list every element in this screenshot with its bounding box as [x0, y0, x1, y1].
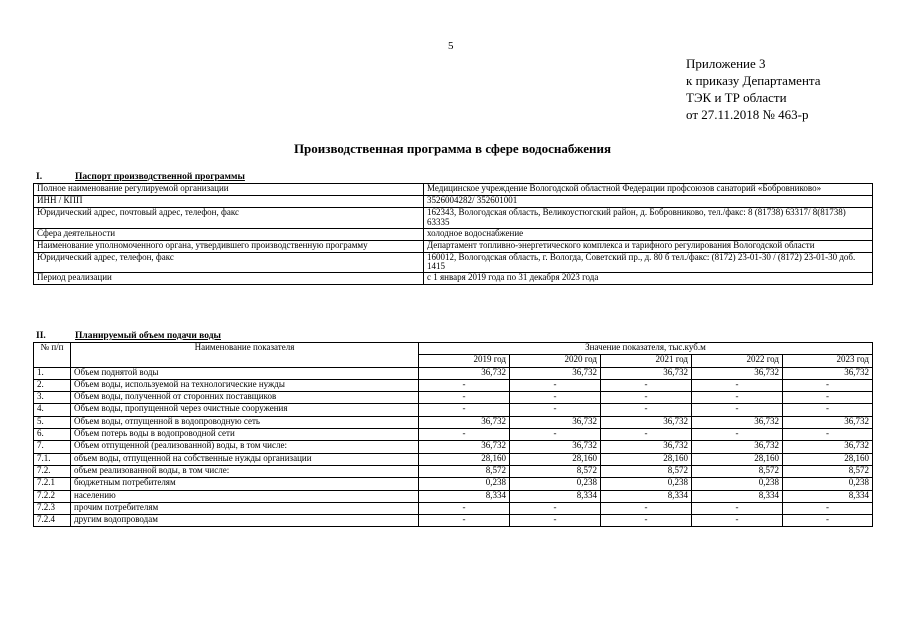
row-value: - — [601, 404, 692, 416]
page-number: 5 — [448, 40, 454, 52]
section-title: Планируемый объем подачи воды — [75, 331, 221, 341]
row-value: - — [783, 429, 873, 441]
row-value: - — [783, 502, 873, 514]
row-value: 28,160 — [692, 453, 783, 465]
row-name: бюджетным потребителям — [71, 478, 419, 490]
row-value: - — [510, 515, 601, 527]
row-number: 7.2. — [34, 465, 71, 477]
row-name: Объем потерь воды в водопроводной сети — [71, 429, 419, 441]
section-heading-passport — [33, 172, 245, 182]
row-name: Объем воды, полученной от сторонних поставщиков — [71, 392, 419, 404]
column-header-year: 2023 год — [783, 355, 873, 367]
row-value: - — [419, 379, 510, 391]
column-header-num: № п/п — [34, 343, 71, 368]
row-name: объем реализованной воды, в том числе: — [71, 465, 419, 477]
section-number: II. — [36, 331, 46, 341]
row-name: Объем отпущенной (реализованной) воды, в том числе: — [71, 441, 419, 453]
row-number: 7.2.4 — [34, 515, 71, 527]
appendix-block — [686, 55, 901, 123]
row-value: 8,334 — [692, 490, 783, 502]
table-row — [34, 441, 873, 453]
appendix-line: к приказу Департамента — [686, 73, 821, 88]
column-header-value: Значение показателя, тыс.куб.м — [419, 343, 873, 355]
row-value: - — [692, 392, 783, 404]
column-header-year: 2021 год — [601, 355, 692, 367]
row-value: 36,732 — [692, 367, 783, 379]
row-value: - — [692, 515, 783, 527]
row-name: населению — [71, 490, 419, 502]
appendix-line: от 27.11.2018 № 463-р — [686, 107, 809, 122]
appendix-line: ТЭК и ТР области — [686, 90, 787, 105]
row-value: - — [692, 404, 783, 416]
passport-row — [34, 208, 873, 229]
table-row — [34, 465, 873, 477]
passport-label: Период реализации — [34, 273, 424, 285]
passport-value: холодное водоснабжение — [424, 228, 873, 240]
row-value: - — [783, 515, 873, 527]
table-row — [34, 404, 873, 416]
row-name: Объем воды, отпущенной в водопроводную сеть — [71, 416, 419, 428]
row-value: - — [601, 429, 692, 441]
row-value: 8,334 — [783, 490, 873, 502]
passport-label: Наименование уполномоченного органа, утвердившего производственную программу — [34, 240, 424, 252]
row-value: 36,732 — [692, 441, 783, 453]
passport-table — [33, 183, 873, 285]
table-row — [34, 453, 873, 465]
appendix-line: Приложение 3 — [686, 56, 766, 71]
row-value: 8,334 — [601, 490, 692, 502]
row-value: - — [601, 502, 692, 514]
row-value: - — [419, 404, 510, 416]
row-value: 28,160 — [419, 453, 510, 465]
column-header-year: 2022 год — [692, 355, 783, 367]
row-number: 2. — [34, 379, 71, 391]
table-header-row — [34, 343, 873, 355]
row-value: - — [783, 404, 873, 416]
row-value: 36,732 — [419, 441, 510, 453]
table-row — [34, 429, 873, 441]
passport-value: 160012, Вологодская область, г. Вологда, Советский пр., д. 80 б тел./факс: (8172) 23-01-30 / (8172) 23-01-30 доб. 1415 — [424, 252, 873, 273]
row-value: 36,732 — [601, 367, 692, 379]
table-row — [34, 367, 873, 379]
passport-value: с 1 января 2019 года по 31 декабря 2023 года — [424, 273, 873, 285]
row-number: 3. — [34, 392, 71, 404]
row-value: 36,732 — [510, 441, 601, 453]
passport-value: Департамент топливно-энергетического комплекса и тарифного регулирования Вологодской области — [424, 240, 873, 252]
row-value: - — [601, 392, 692, 404]
row-name: Объем воды, используемой на технологические нужды — [71, 379, 419, 391]
row-value: 36,732 — [419, 367, 510, 379]
row-value: 36,732 — [783, 367, 873, 379]
document-title: Производственная программа в сфере водоснабжения — [293, 141, 612, 156]
table-row — [34, 416, 873, 428]
row-value: 8,334 — [419, 490, 510, 502]
row-value: 0,238 — [419, 478, 510, 490]
row-value: - — [692, 429, 783, 441]
passport-row — [34, 228, 873, 240]
row-value: 36,732 — [510, 416, 601, 428]
row-value: 8,334 — [510, 490, 601, 502]
row-value: - — [692, 502, 783, 514]
passport-value: 162343, Вологодская область, Великоустюгский район, д. Бобровниково, тел./факс: 8 (81738) 63317/ 8(81738) 63335 — [424, 208, 873, 229]
row-number: 4. — [34, 404, 71, 416]
passport-row — [34, 252, 873, 273]
water-volume-table — [33, 342, 873, 527]
row-number: 7. — [34, 441, 71, 453]
row-name: прочим потребителям — [71, 502, 419, 514]
passport-row — [34, 240, 873, 252]
section-number: I. — [36, 172, 43, 182]
column-header-name: Наименование показателя — [71, 343, 419, 368]
row-value: 28,160 — [601, 453, 692, 465]
row-value: 8,572 — [419, 465, 510, 477]
row-value: 8,572 — [783, 465, 873, 477]
row-value: - — [783, 392, 873, 404]
row-number: 6. — [34, 429, 71, 441]
passport-label: Юридический адрес, телефон, факс — [34, 252, 424, 273]
row-value: - — [601, 515, 692, 527]
row-value: - — [510, 429, 601, 441]
row-number: 7.1. — [34, 453, 71, 465]
section-heading-volume — [33, 331, 221, 341]
row-value: - — [419, 392, 510, 404]
table-row — [34, 502, 873, 514]
passport-row — [34, 273, 873, 285]
row-name: объем воды, отпущенной на собственные нужды организации — [71, 453, 419, 465]
passport-row — [34, 184, 873, 196]
row-number: 5. — [34, 416, 71, 428]
row-value: 8,572 — [692, 465, 783, 477]
passport-row — [34, 196, 873, 208]
passport-label: Юридический адрес, почтовый адрес, телефон, факс — [34, 208, 424, 229]
row-value: 0,238 — [783, 478, 873, 490]
row-value: 36,732 — [783, 441, 873, 453]
table-row — [34, 515, 873, 527]
row-value: 28,160 — [510, 453, 601, 465]
table-row — [34, 490, 873, 502]
row-value: 0,238 — [510, 478, 601, 490]
row-name: Объем воды, пропущенной через очистные сооружения — [71, 404, 419, 416]
row-name: Объем поднятой воды — [71, 367, 419, 379]
row-value: - — [692, 379, 783, 391]
row-name: другим водопроводам — [71, 515, 419, 527]
passport-label: Полное наименование регулируемой организации — [34, 184, 424, 196]
row-value: 0,238 — [692, 478, 783, 490]
row-value: - — [510, 379, 601, 391]
passport-value: Медицинское учреждение Вологодской областной Федерации профсоюзов санаторий «Бобровниково» — [424, 184, 873, 196]
row-value: 36,732 — [419, 416, 510, 428]
passport-label: ИНН / КПП — [34, 196, 424, 208]
table-row — [34, 379, 873, 391]
row-value: 36,732 — [601, 416, 692, 428]
row-value: 36,732 — [783, 416, 873, 428]
row-value: 36,732 — [601, 441, 692, 453]
row-value: 36,732 — [510, 367, 601, 379]
row-number: 1. — [34, 367, 71, 379]
row-value: - — [419, 502, 510, 514]
row-value: - — [783, 379, 873, 391]
table-row — [34, 392, 873, 404]
row-number: 7.2.2 — [34, 490, 71, 502]
row-value: 8,572 — [510, 465, 601, 477]
row-value: 8,572 — [601, 465, 692, 477]
column-header-year: 2019 год — [419, 355, 510, 367]
row-value: - — [510, 404, 601, 416]
column-header-year: 2020 год — [510, 355, 601, 367]
row-value: - — [419, 515, 510, 527]
row-value: - — [510, 392, 601, 404]
row-value: 28,160 — [783, 453, 873, 465]
row-value: 0,238 — [601, 478, 692, 490]
row-value: - — [419, 429, 510, 441]
section-title: Паспорт производственной программы — [75, 172, 245, 182]
passport-value: 3526004282/ 352601001 — [424, 196, 873, 208]
row-value: - — [510, 502, 601, 514]
table-row — [34, 478, 873, 490]
passport-label: Сфера деятельности — [34, 228, 424, 240]
row-number: 7.2.1 — [34, 478, 71, 490]
row-number: 7.2.3 — [34, 502, 71, 514]
row-value: - — [601, 379, 692, 391]
row-value: 36,732 — [692, 416, 783, 428]
